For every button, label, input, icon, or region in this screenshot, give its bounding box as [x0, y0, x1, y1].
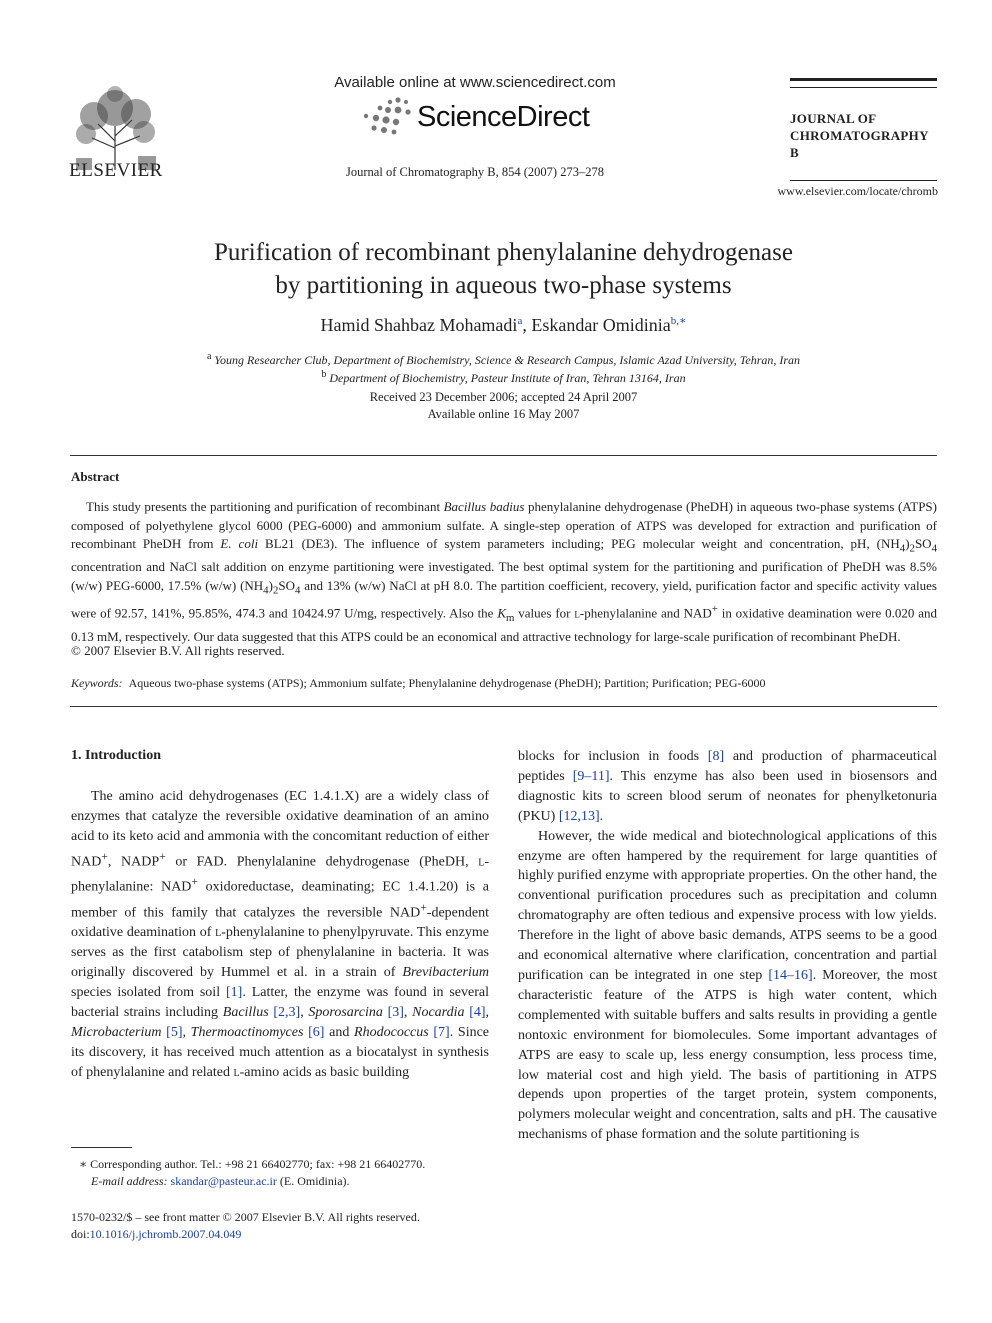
received-dates: Received 23 December 2006; accepted 24 April 2007 [369, 390, 638, 404]
abstract-bottom-rule [70, 706, 937, 707]
affiliation-b [70, 369, 937, 386]
available-online-date: Available online 16 May 2007 [427, 407, 580, 421]
available-online-text: Available online at www.sciencedirect.com [334, 74, 616, 91]
corresponding-author-contact: ∗ Corresponding author. Tel.: +98 21 66402770; fax: +98 21 66402770. [79, 1157, 426, 1171]
ref-12-13[interactable]: [12,13] [558, 808, 600, 824]
journal-name [790, 110, 940, 161]
email-suffix: (E. Omidinia). [279, 1174, 350, 1188]
publisher-name: ELSEVIER [69, 160, 163, 181]
abstract-top-rule [70, 455, 937, 456]
keywords-label: Keywords: [71, 676, 123, 690]
ref-4[interactable]: [4] [469, 1005, 486, 1021]
body-column-right: blocks for inclusion in foods [8] and production of pharmaceutical peptides [9–11]. This enzyme has also been used in biosensors and diagnostic kits to screen blood serum of neonates for phenylketonuria (PKU) [12,13]. However, the wide medical and biotechnological applications of this enzyme are often hampered by the requirement for large quantities of highly purified enzyme with appropriate properties. On the other hand, the conventional purification procedures such as precipitation and column chromatography are often tedious and expensive process with low yields. Therefore in the light of above basic demands, ATPS seems to be a good and economical alternative where clarification, concentration and partial purification can be integrated in one step [14–16]. Moreover, the most characteristic feature of the ATPS is high water content, which complemented with suitable buffers and salts results in providing a gentle nontoxic environment for biomolecules. Some important advantages of ATPS are easy to scale up, less energy consumption, less process time, low material cost and high yield. The basis of partitioning in ATPS depends upon properties of the target protein, system components, polymers molecular weight and concentration, salts and pH. The causative mechanisms of phase formation and the solute partitioning is [518, 749, 938, 1143]
sciencedirect-wordmark: ScienceDirect [417, 101, 590, 133]
author-1: Hamid Shahbaz Mohamadi [320, 315, 518, 335]
ref-8[interactable]: [8] [707, 749, 725, 764]
author-2: Eskandar Omidinia [531, 315, 671, 335]
ref-14-16[interactable]: [14–16] [768, 967, 813, 983]
corresponding-author-footnote [79, 1156, 425, 1190]
author-list: Hamid Shahbaz Mohamadi$^a$, Eskandar Omidinia$^{b,∗}$ [320, 315, 687, 335]
footnote-rule [71, 1147, 132, 1148]
abstract-heading: Abstract [71, 469, 120, 484]
front-matter-issn: 1570-0232/$ – see front matter © 2007 Elsevier B.V. All rights reserved. [71, 1210, 420, 1224]
affiliation-b-mark: b [321, 369, 327, 380]
abstract-body: This study presents the partitioning and purification of recombinant Bacillus badius phenylalanine dehydrogenase (PheDH) in aqueous two-phase systems (ATPS) composed of polyethylene glycol 6000 (PEG-6000) and ammonium sulfate. A single-step operation of ATPS was developed for extraction and purification of recombinant PheDH from E. coli BL21 (DE3). The influence of system parameters including; PEG molecular weight and concentration, pH, $(NH_4)_2SO_4$ concentration and NaCl salt addition on enzyme partitioning were investigated. The best optimal system for the partitioning and purification of PheDH was 8.5% (w/w) PEG-6000, 17.5% (w/w) $(NH_4)_2SO_4$ and 13% (w/w) NaCl at pH 8.0. The partition coefficient, recovery, yield, purification factor and specific activity values were of 92.57, 141%, 95.85%, 474.3 and 10424.97 U/mg, respectively. Also the $K_m$ values for l-phenylalanine and NAD+ in oxidative deamination were 0.020 and 0.13 mM, respectively. Our data suggested that this ATPS could be an economical and attractive technology for large-scale purification of recombinant PheDH. [71, 499, 938, 644]
affiliation-b-text: Department of Biochemistry, Pasteur Institute of Iran, Tehran 13164, Iran [329, 371, 686, 385]
email-label: E-mail address: [91, 1174, 168, 1188]
keywords [71, 676, 937, 691]
article-title [70, 236, 937, 302]
ref-3[interactable]: [3] [387, 1005, 404, 1021]
ref-5[interactable]: [5] [166, 1024, 183, 1040]
affiliation-a [70, 351, 937, 368]
doi-label: doi: [71, 1227, 90, 1241]
ref-9-11[interactable]: [9–11] [572, 768, 610, 784]
abstract-copyright: © 2007 Elsevier B.V. All rights reserved. [71, 643, 285, 658]
journal-url[interactable]: www.elsevier.com/locate/chromb [777, 184, 938, 198]
keywords-text: Aqueous two-phase systems (ATPS); Ammonium sulfate; Phenylalanine dehydrogenase (PheDH); Partition; Purification; PEG-6000 [128, 676, 766, 690]
header-rule-bottom [790, 180, 937, 181]
journal-citation: Journal of Chromatography B, 854 (2007) 273–278 [346, 165, 604, 179]
doi-link[interactable]: 10.1016/j.jchromb.2007.04.049 [89, 1227, 242, 1241]
section-heading-introduction: 1. Introduction [71, 748, 161, 763]
affiliation-a-text: Young Researcher Club, Department of Biochemistry, Science & Research Campus, Islamic Azad University, Tehran, Iran [214, 353, 801, 367]
affiliation-a-mark: a [206, 351, 212, 362]
author-1-affiliation-mark[interactable]: a [517, 315, 523, 327]
ref-1[interactable]: [1] [225, 985, 243, 1001]
ref-2-3[interactable]: [2,3] [273, 1005, 301, 1021]
ref-6[interactable]: [6] [308, 1024, 325, 1040]
title-line2: by partitioning in aqueous two-phase systems [275, 272, 732, 299]
header-rule-thin [790, 87, 937, 88]
header-rule-thick [790, 78, 937, 81]
ref-7[interactable]: [7] [433, 1024, 450, 1040]
body-column-left: The amino acid dehydrogenases (EC 1.4.1.X) are a widely class of enzymes that catalyze the reversible oxidative deamination of an amino acid to its keto acid and ammonia with the concomitant reduction of either NAD+, NADP+ or FAD. Phenylalanine dehydrogenase (PheDH, l-phenylalanine: NAD+ oxidoreductase, deaminating; EC 1.4.1.20) is a member of this family that catalyzes the reversible NAD+-dependent oxidative deamination of l-phenylalanine to phenylpyruvate. This enzyme serves as the first catabolism step of phenylalanine in bacteria. It was originally discovered by Hummel et al. in a strain of Brevibacterium species isolated from soil [1]. Latter, the enzyme was found in several bacterial strains including Bacillus [2,3], Sporosarcina [3], Nocardia [4], Microbacterium [5], Thermoactinomyces [6] and Rhodococcus [7]. Since its discovery, it has received much attention as a biocatalyst in synthesis of phenylalanine and related l-amino acids as basic building [71, 789, 490, 1080]
title-line1: Purification of recombinant phenylalanine dehydrogenase [214, 239, 793, 266]
author-2-affiliation-mark[interactable]: b,∗ [670, 315, 687, 327]
journal-name-line1: JOURNAL OF [790, 111, 877, 126]
journal-name-line2: CHROMATOGRAPHY B [790, 128, 929, 160]
corresponding-email-link[interactable]: skandar@pasteur.ac.ir [170, 1174, 277, 1188]
front-matter [71, 1209, 420, 1243]
